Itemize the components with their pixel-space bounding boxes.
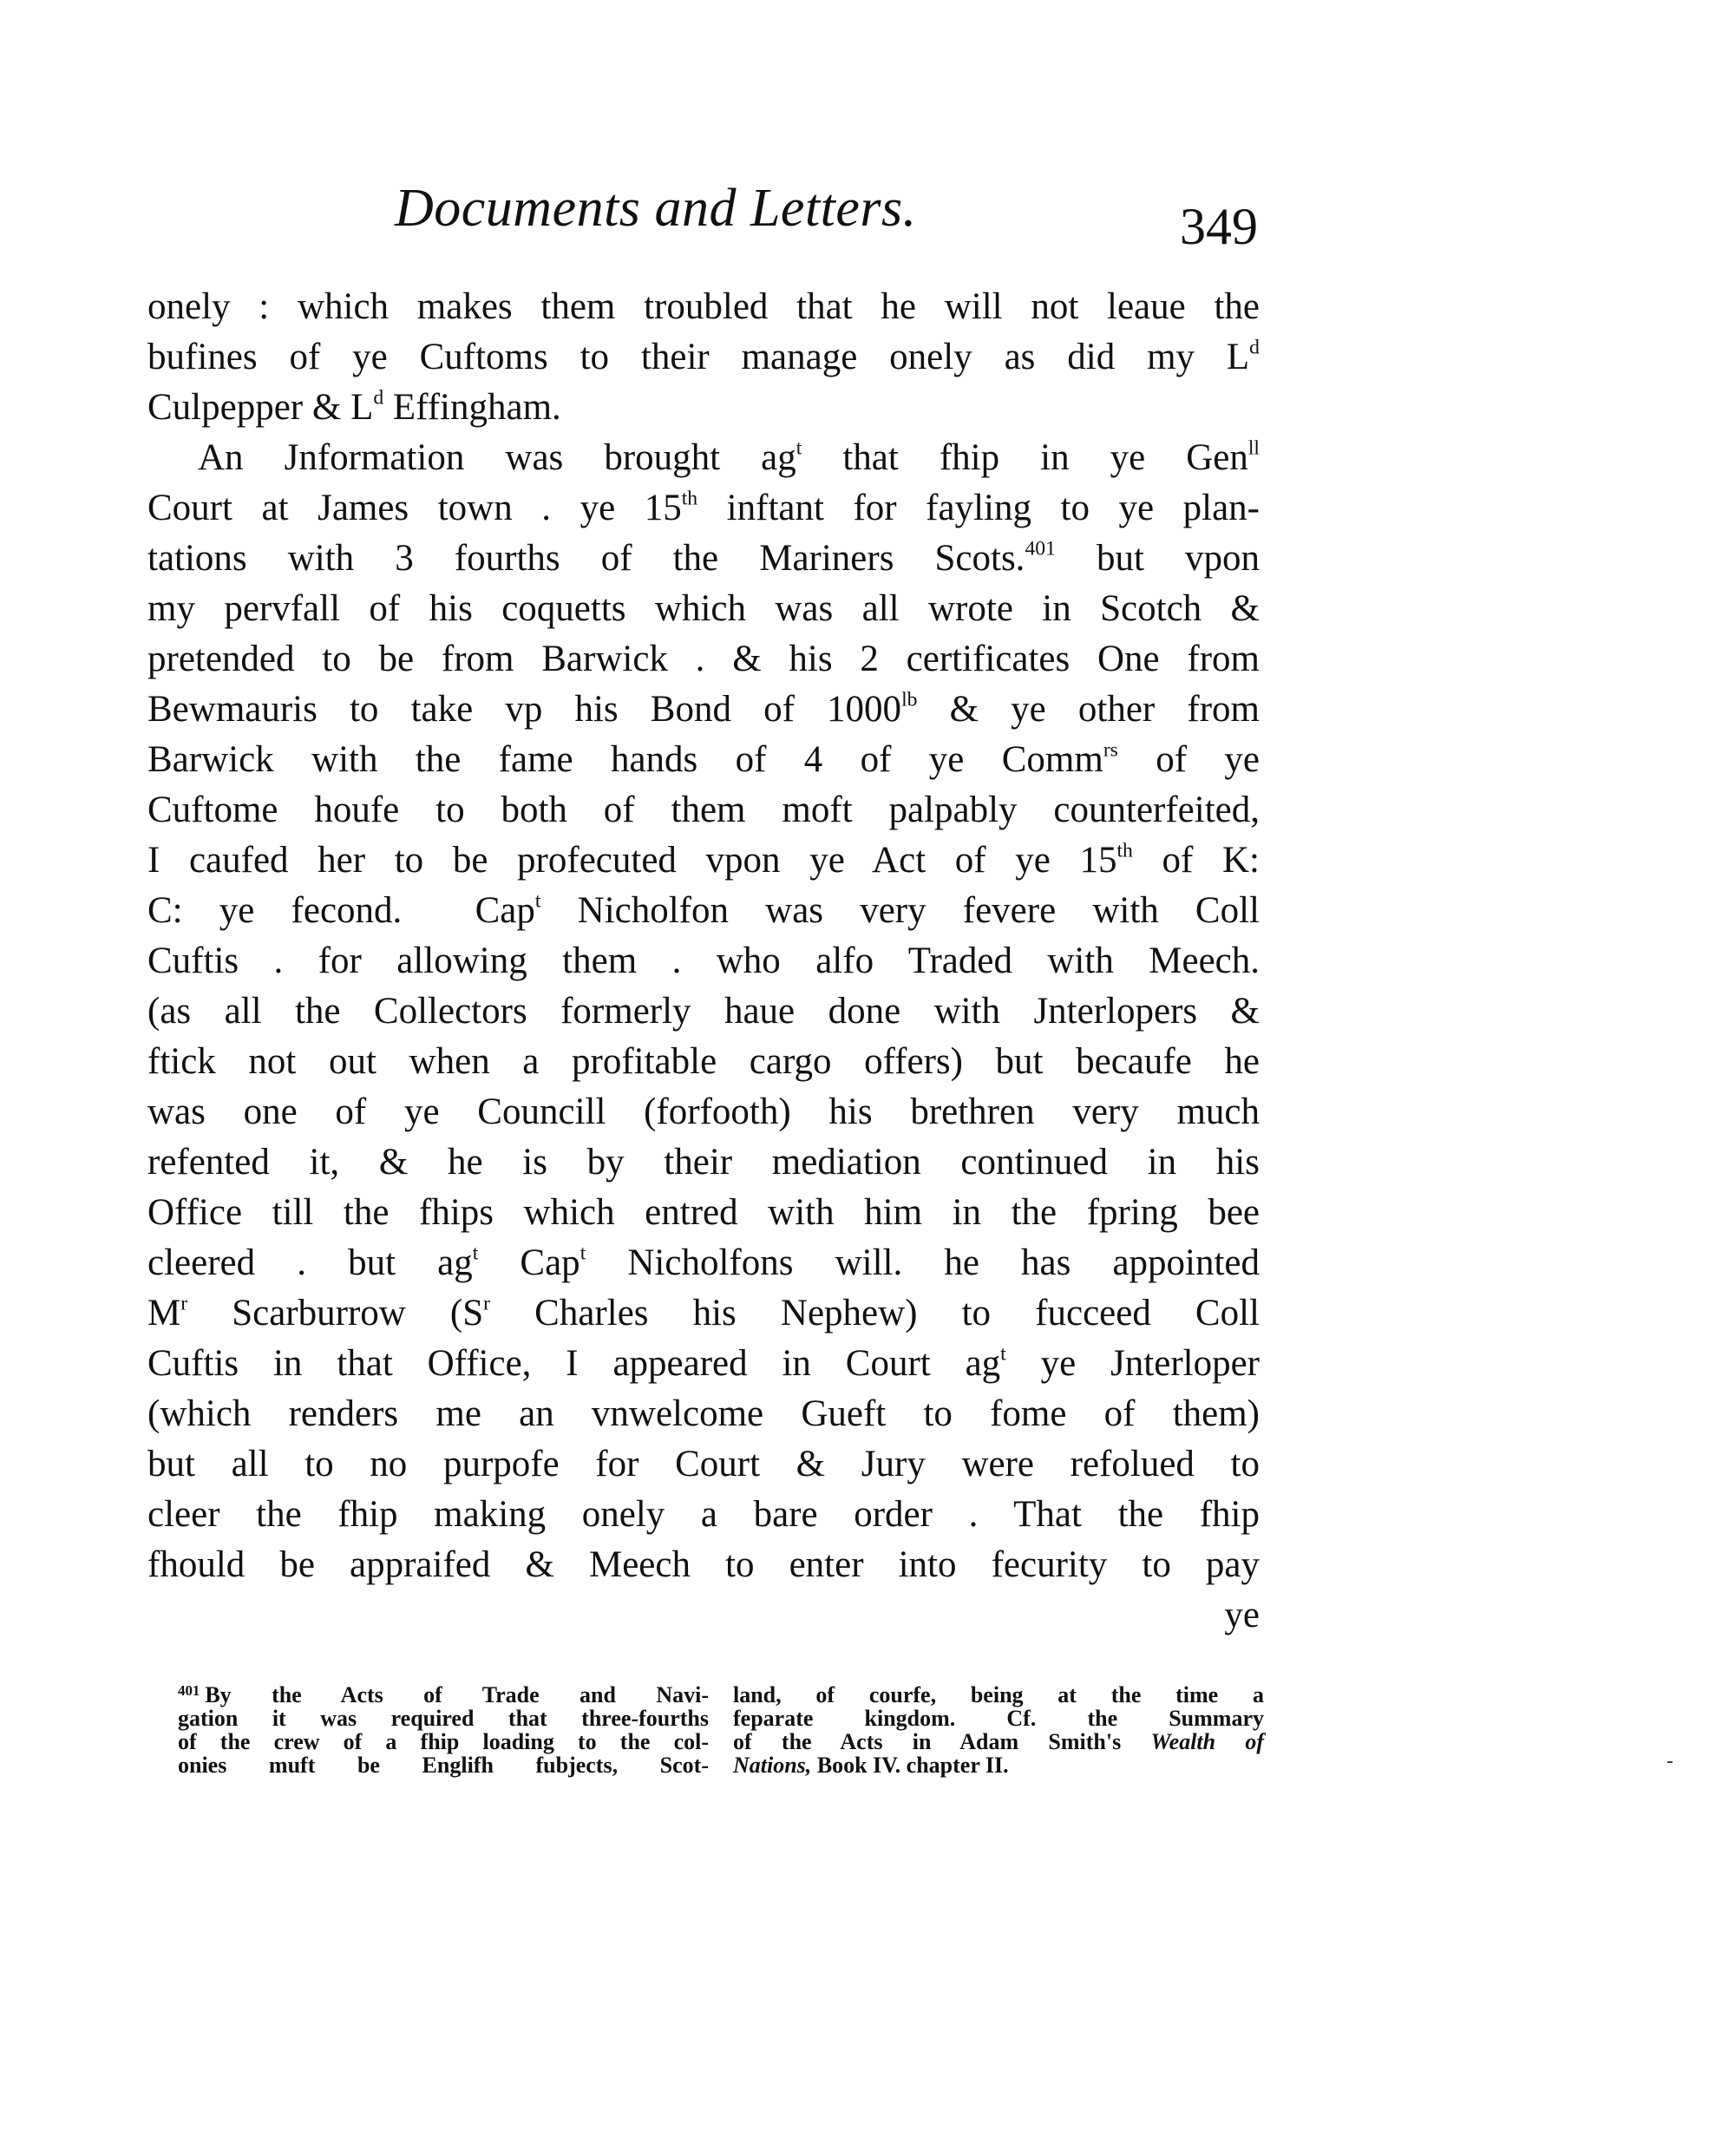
footnote-line: of the crew of a fhip loading to the col- <box>178 1729 709 1754</box>
text-line: but all to no purpofe for Court & Jury were refolued to <box>147 1444 1260 1484</box>
footnote-right-column <box>733 1683 1264 1777</box>
text-line: my pervfall of his coquetts which was all wrote in Scotch & <box>147 588 1260 629</box>
text-line: An Jnformation was brought $ag^t$ that fhip in ye Gen$^{ll}$ <box>198 436 1260 478</box>
text-line: tations with 3 fourths of the Mariners Scots.$^{401}$ but vpon <box>147 537 1260 579</box>
footnote-marker: 401 <box>178 1682 200 1700</box>
text-line: (as all the Collectors formerly haue done with Jnterlopers & <box>147 991 1260 1032</box>
text-line: Court at James town . ye 15th inftant for fayling to ye plan- <box>147 487 1260 528</box>
footnote-left-column <box>178 1683 709 1777</box>
footnote-line: of the Acts in Adam Smith's Wealth of <box>733 1729 1265 1754</box>
footnote-line: onies muft be Englifh fubjects, Scot- <box>178 1753 709 1778</box>
footnote-reference: 401 <box>1025 537 1056 560</box>
text-line: fhould be appraifed & Meech to enter into fecurity to pay <box>147 1544 1260 1585</box>
footnote-line: Nations, Book IV. chapter II. <box>733 1753 1009 1778</box>
footnote-line: gation it was required that three-fourths <box>178 1706 709 1731</box>
text-line: (which renders me an vnwelcome Gueft to fome of them) <box>147 1393 1260 1434</box>
text-line: onely : which makes them troubled that he will not leaue the <box>147 286 1260 327</box>
text-line: Barwick with the fame hands of 4 of ye Comm$^{rs}$ of ye <box>147 738 1260 780</box>
text-line: pretended to be from Barwick . & his 2 certificates One from <box>147 639 1260 679</box>
text-line: Cuftome houfe to both of them moft palpably counterfeited, <box>147 790 1260 830</box>
text-line: cleered . but $ag^t$ Cap$^t$ Nicholfons will. he has appointed <box>147 1242 1260 1283</box>
text-line: Culpepper & $L^d$ Effingham. <box>147 386 561 428</box>
text-line: C: ye fecond. Cap$^t$ Nicholfon was very fevere with Coll <box>147 889 1260 931</box>
footnote-line: $^{401}$ By the Acts of Trade and Navi- <box>178 1682 709 1707</box>
text-line: Cuftis . for allowing them . who alfo Traded with Meech. <box>147 940 1260 981</box>
running-head <box>395 178 1258 256</box>
text-line: ftick not out when a profitable cargo offers) but becaufe he <box>147 1041 1260 1082</box>
body-text <box>147 282 1260 1641</box>
text-line: $M^r$ Scarburrow ($S^r$ Charles his Nephew) to fucceed Coll <box>147 1292 1260 1334</box>
text-line: I caufed her to be profecuted vpon ye Act of ye 15th of K: <box>147 839 1260 881</box>
text-line: refented it, & he is by their mediation continued in his <box>147 1142 1260 1183</box>
text-line: Office till the fhips which entred with him in the fpring bee <box>147 1192 1260 1233</box>
text-line: bufines of ye Cuftoms to their manage onely as did my $L^d$ <box>147 336 1260 377</box>
text-line: Cuftis in that Office, I appeared in Court $ag^t$ ye Jnterloper <box>147 1342 1260 1384</box>
scan-speck <box>1667 1761 1673 1763</box>
footnote-line: land, of courfe, being at the time a <box>733 1682 1264 1707</box>
running-title: Documents and Letters. <box>395 179 917 238</box>
footnote-line: feparate kingdom. Cf. the Summary <box>733 1706 1264 1731</box>
page-number: 349 <box>1180 198 1258 255</box>
text-line: cleer the fhip making onely a bare order . That the fhip <box>147 1494 1260 1535</box>
text-line: Bewmauris to take vp his Bond of $1000^{lb}$ & ye other from <box>147 688 1260 730</box>
catchword: ye <box>1224 1595 1260 1635</box>
text-line: was one of ye Councill (forfooth) his brethren very much <box>147 1091 1260 1132</box>
